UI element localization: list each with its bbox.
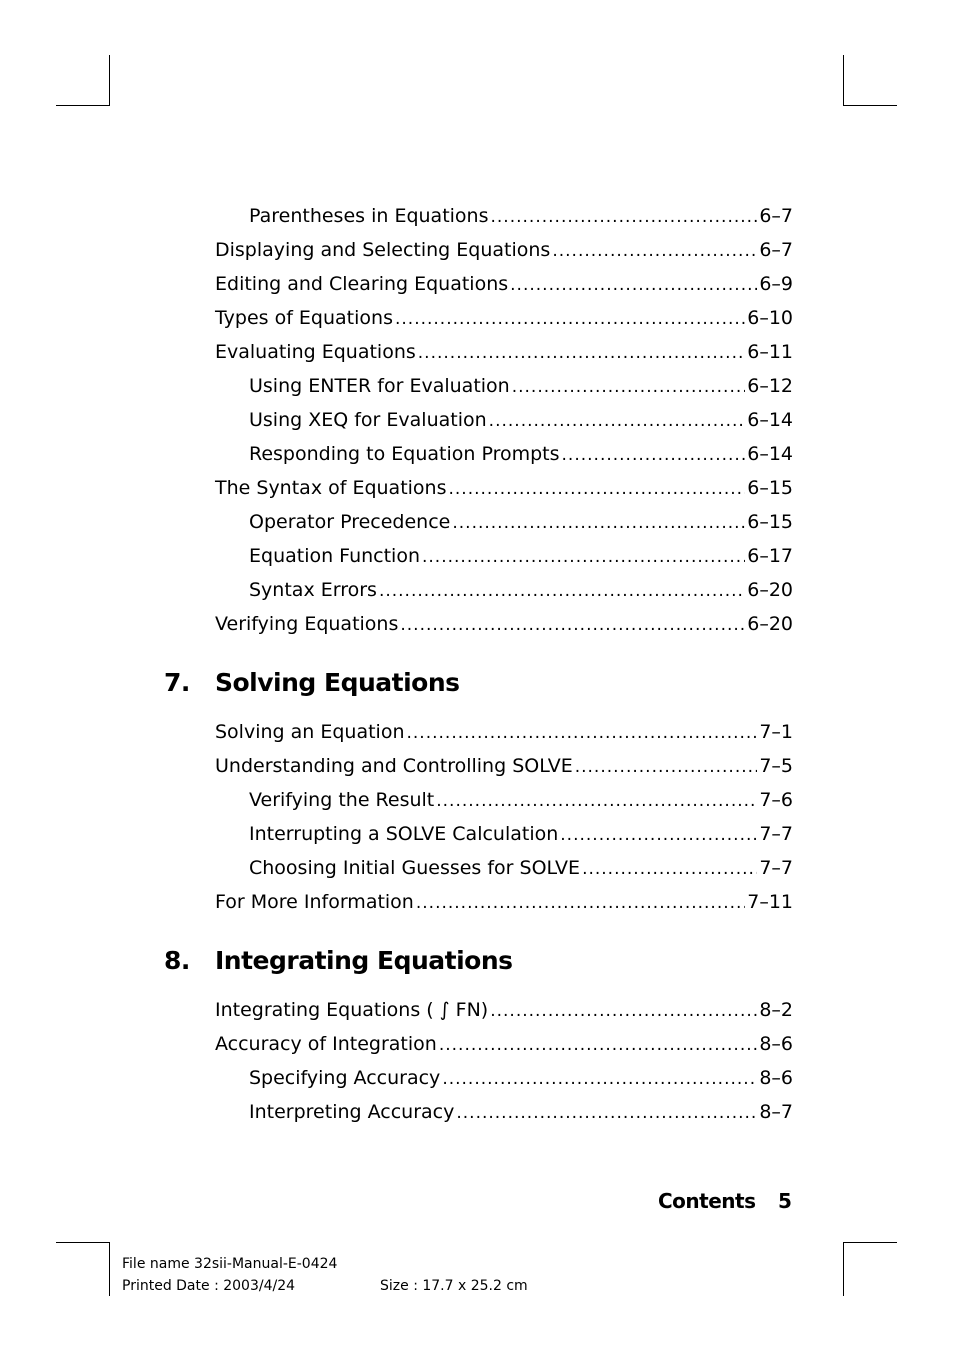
toc-entry-title: Using XEQ for Evaluation — [249, 409, 487, 431]
dot-leader — [379, 574, 745, 608]
toc-entry-title: Interrupting a SOLVE Calculation — [249, 823, 559, 845]
toc-entry[interactable] — [215, 993, 793, 1027]
crop-mark-top-right-vertical — [843, 55, 844, 106]
toc-entry-page: 6–9 — [759, 273, 793, 295]
dot-leader — [562, 438, 746, 472]
dot-leader — [452, 506, 745, 540]
dot-leader — [449, 472, 746, 506]
toc-section-chapter7 — [215, 715, 793, 919]
crop-mark-top-left-horizontal — [56, 105, 110, 106]
toc-entry-page: 8–6 — [759, 1033, 793, 1055]
toc-entry-title: Parentheses in Equations — [249, 205, 489, 227]
toc-entry-title: Choosing Initial Guesses for SOLVE — [249, 857, 581, 879]
footer-section-label: Contents — [658, 1189, 756, 1213]
toc-entry[interactable] — [215, 539, 793, 573]
dot-leader — [575, 750, 758, 784]
toc-entry-title: Displaying and Selecting Equations — [215, 239, 551, 261]
dot-leader — [489, 404, 746, 438]
print-date: Printed Date : 2003/4/24 — [122, 1278, 296, 1294]
toc-entry-page: 6–12 — [747, 375, 793, 397]
dot-leader — [439, 1028, 757, 1062]
crop-mark-top-left-vertical — [109, 55, 110, 106]
toc-entry-title: For More Information — [215, 891, 414, 913]
toc-entry-page: 7–1 — [759, 721, 793, 743]
footer-page-number: 5 — [778, 1189, 792, 1213]
toc-entry-page: 6–17 — [747, 545, 793, 567]
toc-entry-title: Responding to Equation Prompts — [249, 443, 560, 465]
toc-entry-title: Accuracy of Integration — [215, 1033, 437, 1055]
toc-entry-title: Operator Precedence — [249, 511, 451, 533]
toc-entry-title: Verifying Equations — [215, 613, 399, 635]
toc-entry-page: 6–15 — [747, 477, 793, 499]
toc-entry-title: Evaluating Equations — [215, 341, 416, 363]
toc-entry-page: 8–6 — [759, 1067, 793, 1089]
crop-mark-top-right-horizontal — [843, 105, 897, 106]
dot-leader — [582, 852, 757, 886]
chapter-heading-7 — [164, 663, 793, 703]
toc-entry[interactable] — [215, 301, 793, 335]
toc-entry-page: 6–15 — [747, 511, 793, 533]
dot-leader — [395, 302, 745, 336]
dot-leader — [418, 336, 745, 370]
toc-entry-page: 6–14 — [747, 409, 793, 431]
crop-mark-bottom-left-horizontal — [56, 1242, 110, 1243]
toc-entry-title: Verifying the Result — [249, 789, 435, 811]
dot-leader — [490, 994, 757, 1028]
dot-leader — [422, 540, 745, 574]
crop-mark-bottom-right-horizontal — [843, 1242, 897, 1243]
print-file-name: File name 32sii-Manual-E-0424 — [122, 1256, 338, 1272]
toc-entry-page: 6–10 — [747, 307, 793, 329]
toc-entry[interactable] — [215, 505, 793, 539]
toc-entry[interactable] — [215, 783, 793, 817]
toc-entry-page: 6–20 — [747, 613, 793, 635]
dot-leader — [456, 1096, 757, 1130]
toc-entry-title: Syntax Errors — [249, 579, 377, 601]
toc-entry-page: 6–11 — [747, 341, 793, 363]
toc-entry-page: 6–20 — [747, 579, 793, 601]
toc-entry[interactable] — [215, 267, 793, 301]
chapter-heading-8 — [164, 941, 793, 981]
toc-entry[interactable] — [215, 471, 793, 505]
toc-entry[interactable] — [215, 607, 793, 641]
toc-entry[interactable] — [215, 233, 793, 267]
toc-section-chapter8 — [215, 993, 793, 1129]
toc-entry-page: 7–7 — [759, 857, 793, 879]
toc-entry-title: Types of Equations — [215, 307, 393, 329]
toc-entry-page: 7–7 — [759, 823, 793, 845]
toc-entry-page: 7–5 — [759, 755, 793, 777]
toc-entry-page: 6–7 — [759, 205, 793, 227]
toc-entry-title: Integrating Equations ( ∫ FN) — [215, 999, 489, 1021]
toc-entry[interactable] — [215, 199, 793, 233]
dot-leader — [491, 200, 758, 234]
dot-leader — [407, 716, 758, 750]
toc-section-chapter6-continued — [215, 199, 793, 641]
toc-entry[interactable] — [215, 749, 793, 783]
toc-entry-page: 8–2 — [759, 999, 793, 1021]
toc-entry[interactable] — [215, 1061, 793, 1095]
toc-entry[interactable] — [215, 403, 793, 437]
toc-entry[interactable] — [215, 573, 793, 607]
print-size: Size : 17.7 x 25.2 cm — [380, 1278, 528, 1294]
toc-entry[interactable] — [215, 1027, 793, 1061]
toc-entry-page: 6–14 — [747, 443, 793, 465]
toc-entry-title: Solving an Equation — [215, 721, 405, 743]
chapter-number: 8. — [164, 946, 190, 975]
crop-mark-bottom-right-vertical — [843, 1242, 844, 1296]
toc-entry-page: 7–11 — [747, 891, 793, 913]
dot-leader — [400, 608, 745, 642]
dot-leader — [416, 886, 745, 920]
toc-entry-title: Specifying Accuracy — [249, 1067, 441, 1089]
toc-entry[interactable] — [215, 1095, 793, 1129]
toc-entry[interactable] — [215, 369, 793, 403]
toc-entry-title: The Syntax of Equations — [215, 477, 447, 499]
toc-entry-title: Interpreting Accuracy — [249, 1101, 455, 1123]
toc-entry[interactable] — [215, 335, 793, 369]
chapter-title: Solving Equations — [215, 668, 460, 697]
toc-entry[interactable] — [215, 885, 793, 919]
crop-mark-bottom-left-vertical — [109, 1242, 110, 1296]
toc-entry-title: Using ENTER for Evaluation — [249, 375, 510, 397]
table-of-contents — [164, 199, 793, 1129]
toc-entry-page: 7–6 — [759, 789, 793, 811]
chapter-title: Integrating Equations — [215, 946, 513, 975]
dot-leader — [442, 1062, 757, 1096]
toc-entry-title: Equation Function — [249, 545, 420, 567]
toc-entry-title: Understanding and Controlling SOLVE — [215, 755, 573, 777]
toc-entry[interactable] — [215, 437, 793, 471]
dot-leader — [512, 370, 746, 404]
dot-leader — [436, 784, 757, 818]
toc-entry[interactable] — [215, 715, 793, 749]
toc-entry-page: 6–7 — [759, 239, 793, 261]
toc-entry-page: 8–7 — [759, 1101, 793, 1123]
dot-leader — [510, 268, 757, 302]
dot-leader — [560, 818, 757, 852]
toc-entry-title: Editing and Clearing Equations — [215, 273, 509, 295]
toc-entry[interactable] — [215, 851, 793, 885]
toc-entry[interactable] — [215, 817, 793, 851]
chapter-number: 7. — [164, 668, 190, 697]
dot-leader — [552, 234, 757, 268]
